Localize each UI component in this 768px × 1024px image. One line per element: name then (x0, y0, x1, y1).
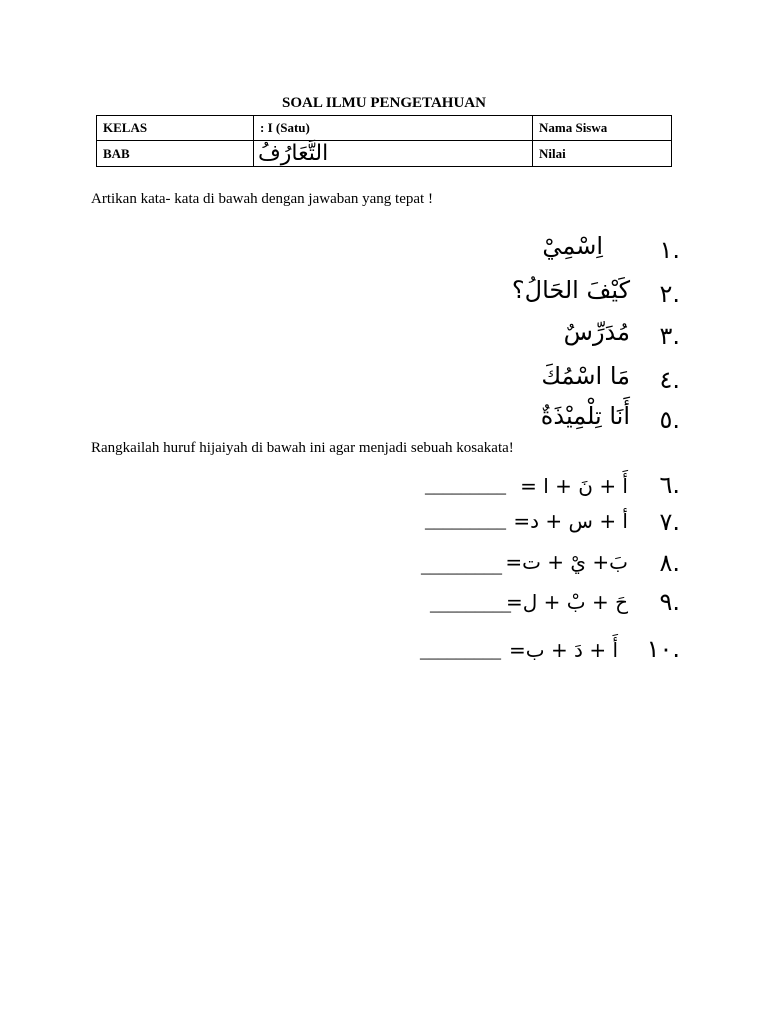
section2-instruction: Rangkailah huruf hijaiyah di bawah ini agar menjadi sebuah kosakata! (91, 440, 514, 456)
answer-blank: _________ (425, 511, 506, 531)
bab-label: BAB (97, 141, 254, 167)
answer-blank: _________ (430, 594, 511, 614)
section1-instruction: Artikan kata- kata di bawah dengan jawaban yang tepat ! (91, 191, 433, 207)
bab-value: التَّعَارُفُ (254, 141, 533, 167)
item-number: ٢. (659, 280, 680, 308)
letter-expression: بَ+ يْ + ت= (505, 550, 628, 574)
kelas-value: : I (Satu) (254, 116, 533, 141)
letter-expression: حَ + بْ + ل= (506, 590, 628, 614)
item-number: ٨. (659, 549, 680, 577)
arabic-word: اِسْمِيْ (542, 232, 603, 260)
item-number: ٦. (659, 471, 680, 499)
letter-expression: أ + س + د= (513, 509, 628, 533)
item-number: ٩. (659, 588, 680, 616)
answer-blank: _________ (420, 641, 501, 661)
page-title: SOAL ILMU PENGETAHUAN (282, 95, 486, 111)
nilai-label: Nilai (533, 141, 672, 167)
arabic-word: كَيْفَ الحَالُ؟ (511, 276, 630, 304)
arabic-word: أَنَا تِلْمِيْذَةٌ (540, 402, 630, 430)
info-table (96, 115, 672, 167)
item-number: ٤. (659, 366, 680, 394)
table-row (97, 116, 672, 141)
item-number: ١٠. (646, 635, 680, 663)
arabic-word: مَا اسْمُكَ (541, 362, 630, 390)
table-row (97, 141, 672, 167)
letter-expression: أَ + نَ + ا = (520, 474, 628, 498)
answer-blank: _________ (425, 476, 506, 496)
item-number: ٥. (659, 406, 680, 434)
arabic-word: مُدَرِّسٌ (563, 318, 630, 346)
kelas-label: KELAS (97, 116, 254, 141)
answer-blank: _________ (421, 556, 502, 576)
item-number: ٧. (659, 508, 680, 536)
letter-expression: أَ + دَ + ب= (509, 638, 618, 662)
item-number: ١. (659, 236, 680, 264)
item-number: ٣. (659, 322, 680, 350)
nama-siswa-label: Nama Siswa (533, 116, 672, 141)
